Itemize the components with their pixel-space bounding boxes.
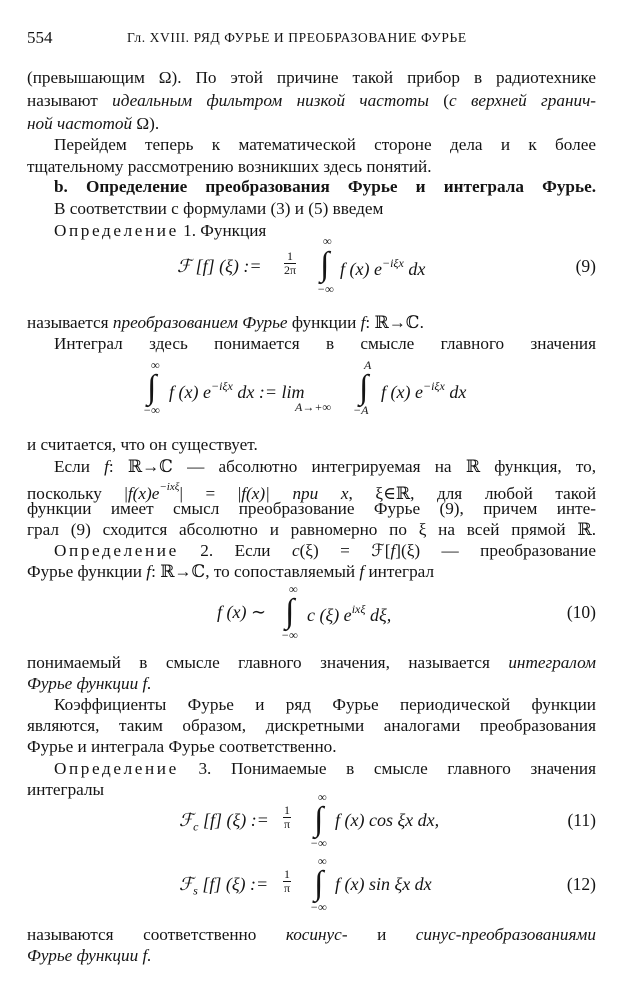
text-line: Интеграл здесь понимается в смысле главного значения (54, 334, 596, 353)
eq9-lhs: ℱ [f] (ξ) := (177, 256, 262, 276)
equation-12 (27, 856, 596, 916)
integral-sign: ∫ (314, 801, 324, 838)
equation-11 (27, 792, 596, 852)
eq10-upper-limit: ∞ (289, 582, 298, 596)
eq11-number: (11) (567, 810, 596, 830)
eq10-number: (10) (566, 602, 596, 622)
pv-upper-limit-2: A (364, 358, 372, 372)
eq9-fraction: $\frac{1}{2\pi}$ (284, 249, 297, 277)
eq11-fraction: $\frac{1}{\pi}$ (283, 803, 291, 831)
text-line: тщательному рассмотрению возникших здесь понятий. (27, 157, 432, 176)
text-line: интегралы (27, 780, 105, 799)
eq10-lhs: f (x) ∼ (217, 602, 267, 622)
equation-10 (27, 584, 596, 644)
pv-lower-limit: −∞ (143, 403, 160, 417)
text-line: грал (9) сходится абсолютно и равномерно по ξ на всей прямой ℝ. (27, 520, 596, 539)
text-line: и считается, что он существует. (27, 435, 258, 454)
eq9-integrand: f (x) $e^{-i\xi x}$ dx (340, 256, 426, 279)
page-header (27, 28, 596, 48)
section-heading: b. Определение преобразования Фурье и интеграла Фурье. (54, 177, 596, 196)
integral-sign: ∫ (359, 369, 369, 406)
text-line: функции имеет смысл преобразование Фурье (9), причем инте- (27, 499, 596, 518)
eq9-upper-limit: ∞ (323, 234, 332, 248)
integral-sign: ∫ (147, 369, 157, 406)
eq11-integrand: f (x) cos ξx dx, (335, 810, 440, 830)
eq12-lhs: ℱ$_s$ [f] (ξ) := (179, 874, 269, 898)
integral-sign: ∫ (285, 593, 295, 630)
principal-value-equation (27, 358, 596, 420)
pv-upper-limit: ∞ (151, 358, 160, 372)
text-line: Фурье функции f: ℝ→ℂ, то сопоставляемый f интеграл (27, 562, 435, 581)
eq9-number: (9) (575, 256, 596, 276)
pv-integrand-2: f (x) $e^{-i\xi x}$ dx (381, 379, 467, 402)
page-number: 554 (27, 28, 53, 47)
definition-2-line: Определение 2. Если c(ξ) = ℱ[f](ξ) — преобразование (54, 541, 596, 560)
text-line: называют идеальным фильтром низкой частоты (с верхней гранич- (27, 91, 596, 110)
text-line: Фурье функции f. (27, 674, 152, 693)
pv-lower-limit-2: −A (353, 403, 369, 417)
text-line: называются соответственно косинус- и синус-преобразованиями (27, 925, 596, 944)
pv-limit-subscript: A→+∞ (295, 400, 331, 414)
text-line: Фурье и интеграла Фурье соответственно. (27, 737, 337, 756)
text-line: Фурье функции f. (27, 946, 152, 965)
definition-1-line: Определение 1. Функция (54, 221, 267, 240)
text-line: Коэффициенты Фурье и ряд Фурье периодической функции (54, 695, 596, 714)
text-line: называется преобразованием Фурье функции f: ℝ→ℂ. (27, 313, 424, 332)
eq9-lower-limit: −∞ (317, 282, 334, 296)
text-line: Если f: ℝ→ℂ — абсолютно интегрируемая на ℝ функция, то, (54, 457, 596, 476)
text-line: являются, таким образом, дискретными аналогами преобразования (27, 716, 596, 735)
running-head: Гл. XVIII. РЯД ФУРЬЕ И ПРЕОБРАЗОВАНИЕ ФУРЬЕ (127, 30, 467, 45)
text-line: ной частотой Ω). (27, 114, 160, 133)
pv-integrand: f (x) $e^{-i\xi x}$ dx := lim (169, 379, 305, 402)
text-line: (превышающим Ω). По этой причине такой прибор в радиотехнике (27, 68, 596, 87)
eq11-lhs: ℱ$_c$ [f] (ξ) := (179, 810, 269, 834)
text-line: В соответствии с формулами (3) и (5) введем (54, 199, 384, 218)
definition-3-line: Определение 3. Понимаемые в смысле главного значения (54, 759, 596, 778)
eq12-upper-limit: ∞ (318, 854, 327, 868)
equation-9 (27, 236, 596, 296)
text-line: поскольку $|f(x)e^{-ix\xi}| = |f(x)|$ при x, ξ∈ℝ, для любой такой (27, 481, 597, 503)
eq10-lower-limit: −∞ (281, 628, 298, 642)
eq12-fraction: $\frac{1}{\pi}$ (283, 867, 291, 895)
eq12-lower-limit: −∞ (310, 900, 327, 914)
text-line: Перейдем теперь к математической стороне дела и к более (54, 135, 596, 154)
eq12-number: (12) (566, 874, 596, 894)
eq10-integrand: c (ξ) $e^{ix\xi}$ dξ, (307, 602, 392, 625)
integral-sign: ∫ (320, 246, 330, 283)
eq11-lower-limit: −∞ (310, 836, 327, 850)
eq11-upper-limit: ∞ (318, 790, 327, 804)
text-line: понимаемый в смысле главного значения, называется интегралом (27, 653, 596, 672)
eq12-integrand: f (x) sin ξx dx (335, 874, 432, 894)
integral-sign: ∫ (314, 865, 324, 902)
